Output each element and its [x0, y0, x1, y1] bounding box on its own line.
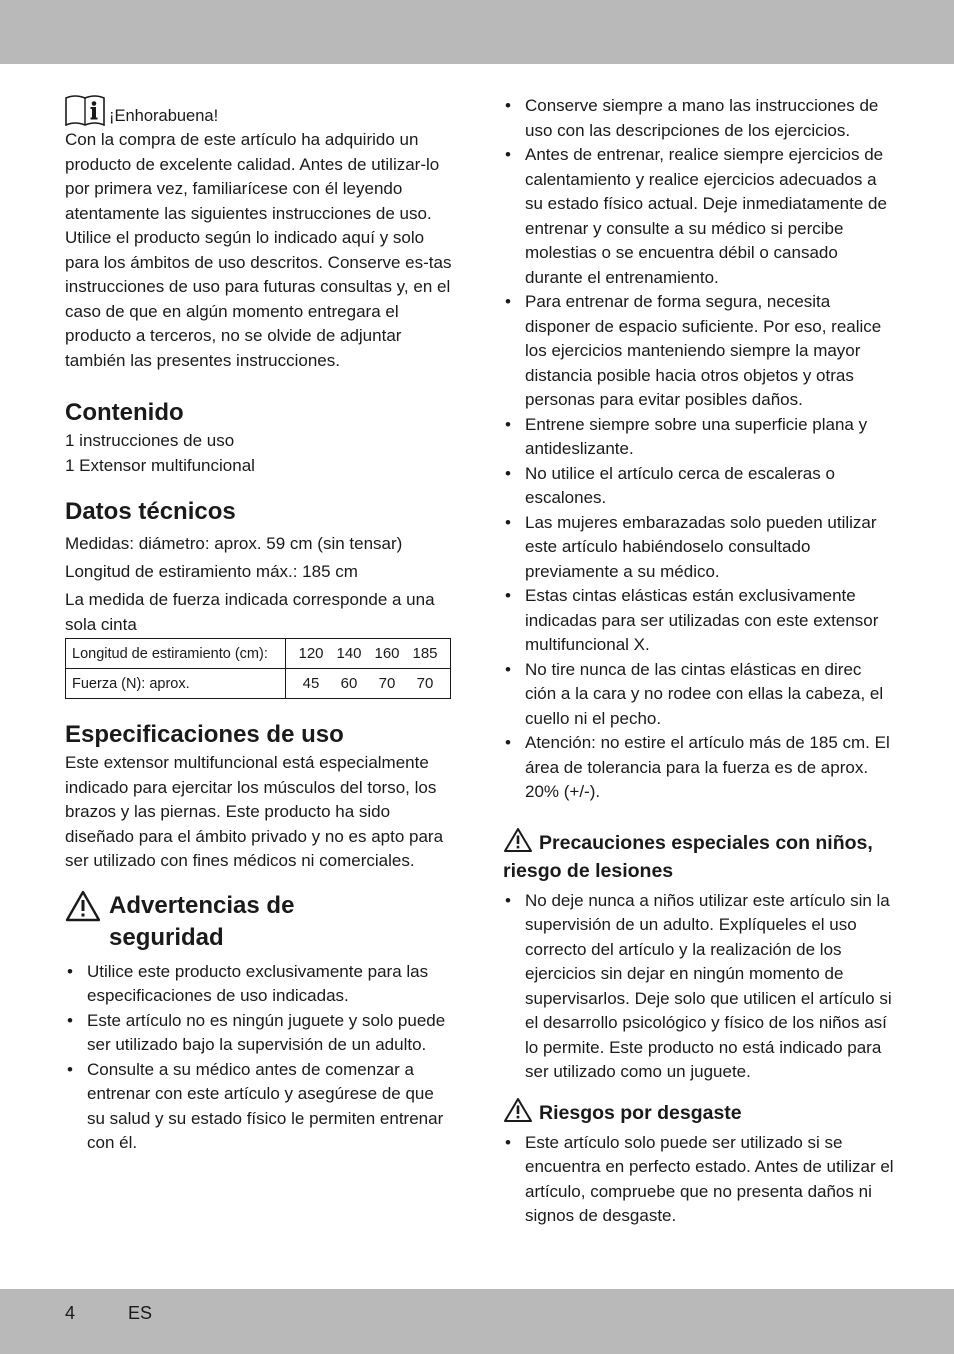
safety-heading	[65, 890, 452, 954]
table-cell: Longitud de estiramiento (cm):	[66, 639, 286, 669]
list-item: • Estas cintas elásticas están exclusivamente indicadas para ser utilizadas con este extensor multifuncional X.	[503, 584, 895, 658]
list-item: • Este artículo solo puede ser utilizado si se encuentra en perfecto estado. Antes de utilizar el artículo, compruebe que no presenta daños ni signos de desgaste.	[503, 1131, 895, 1229]
table-value: 140	[336, 645, 362, 662]
children-title: Precauciones especiales con niños, riesgo de lesiones	[503, 831, 873, 882]
tech-title: Datos técnicos	[65, 498, 236, 525]
list-item: • No utilice el artículo cerca de escaleras o escalones.	[503, 462, 895, 511]
list-item: • Conserve siempre a mano las instrucciones de uso con las descripciones de los ejercicios.	[503, 94, 895, 143]
list-item: • Consulte a su médico antes de comenzar a entrenar con este artículo y asegúrese de que su salud y su estado físico le permiten entrenar con él.	[65, 1058, 452, 1156]
tech-line: Medidas: diámetro: aprox. 59 cm (sin tensar)	[65, 534, 403, 553]
header-bar	[0, 0, 954, 64]
list-item: • Utilice este producto exclusivamente para las especificaciones de uso indicadas.	[65, 960, 452, 1009]
safety-list-left	[65, 960, 452, 1156]
list-item: 1 Extensor multifuncional	[65, 455, 255, 475]
table-value: 45	[302, 675, 320, 692]
children-heading	[503, 827, 895, 885]
info-icon	[65, 94, 105, 126]
list-item: • Para entrenar de forma segura, necesita disponer de espacio suficiente. Por eso, realice los ejercicios manteniendo siempre la mayor distancia posible hacia otros objetos y otras personas para evitar posibles daños.	[503, 290, 895, 413]
language-code: ES	[128, 1303, 153, 1323]
table-value: 70	[378, 675, 396, 692]
table-value: 120	[298, 645, 324, 662]
wear-title: Riesgos por desgaste	[539, 1101, 742, 1124]
table-cell	[286, 639, 451, 669]
wear-heading	[503, 1097, 895, 1127]
force-table	[65, 638, 451, 699]
intro-paragraph: Con la compra de este artículo ha adquirido un producto de excelente calidad. Antes de utilizar-lo por primera vez, familiarícese con él leyendo atentamente las siguientes instrucciones de uso. Utilice el producto según lo indicado aquí y solo para los ámbitos de uso descritos. Conserve es-tas instrucciones de uso para futuras consultas y, en el caso de que en algún momento entregara el producto a terceros, no se olvide de adjuntar también las presentes instrucciones.	[65, 130, 452, 370]
table-value: 70	[416, 675, 434, 692]
list-item: • No tire nunca de las cintas elásticas en direc ción a la cara y no rodee con ellas la cabeza, el cuello ni el pecho.	[503, 658, 895, 732]
warning-icon	[65, 890, 101, 922]
list-item: • No deje nunca a niños utilizar este artículo sin la supervisión de un adulto. Explíqueles el uso correcto del artículo y la realización de los ejercicios sin dejar en ningún momento de supervisarlos. Deje solo que utilicen el artículo si el desarrollo psicológico y físico de los niños así lo permite. Este producto no está indicado para ser utilizado como un juguete.	[503, 889, 895, 1085]
usage-paragraph: Este extensor multifuncional está especialmente indicado para ejercitar los músculos del torso, los brazos y las piernas. Este producto ha sido diseñado para el ámbito privado y no es apto para ser utilizado con fines médicos ni comerciales.	[65, 753, 444, 870]
table-value: 185	[412, 645, 438, 662]
list-item: • Atención: no estire el artículo más de 185 cm. El área de tolerancia para la fuerza es de aprox. 20% (+/-).	[503, 731, 895, 805]
table-value: 160	[374, 645, 400, 662]
table-cell	[286, 669, 451, 699]
page-number: 4	[65, 1303, 76, 1323]
contents-list	[65, 429, 452, 478]
table-row	[66, 639, 451, 669]
list-item: 1 instrucciones de uso	[65, 431, 235, 450]
table-row	[66, 669, 451, 699]
table-value: 60	[340, 675, 358, 692]
right-column	[503, 94, 895, 1229]
contents-title: Contenido	[65, 399, 184, 426]
table-cell: Fuerza (N): aprox.	[66, 669, 286, 699]
safety-list-right	[503, 94, 895, 805]
usage-title: Especificaciones de uso	[65, 721, 344, 748]
list-item: • Este artículo no es ningún juguete y solo puede ser utilizado bajo la supervisión de un adulto.	[65, 1009, 452, 1058]
tech-line: La medida de fuerza indicada corresponde a una sola cinta	[65, 590, 435, 634]
intro-heading	[65, 94, 452, 126]
safety-title: Advertencias de seguridad	[109, 891, 295, 951]
warning-icon	[503, 1097, 533, 1123]
list-item: • Entrene siempre sobre una superficie plana y antideslizante.	[503, 413, 895, 462]
intro-greeting: ¡Enhorabuena!	[109, 107, 219, 125]
children-list	[503, 889, 895, 1085]
warning-icon	[503, 827, 533, 853]
list-item: • Antes de entrenar, realice siempre ejercicios de calentamiento y realice ejercicios adecuados a su estado físico actual. Deje inmediatamente de entrenar y consulte a su médico si percibe molestias o se encuentra débil o cansado durante el entrenamiento.	[503, 143, 895, 290]
list-item: • Las mujeres embarazadas solo pueden utilizar este artículo habiéndoselo consultado previamente a su médico.	[503, 511, 895, 585]
left-column	[65, 94, 452, 1156]
tech-line: Longitud de estiramiento máx.: 185 cm	[65, 562, 358, 581]
tech-section	[65, 496, 452, 699]
wear-list	[503, 1131, 895, 1229]
